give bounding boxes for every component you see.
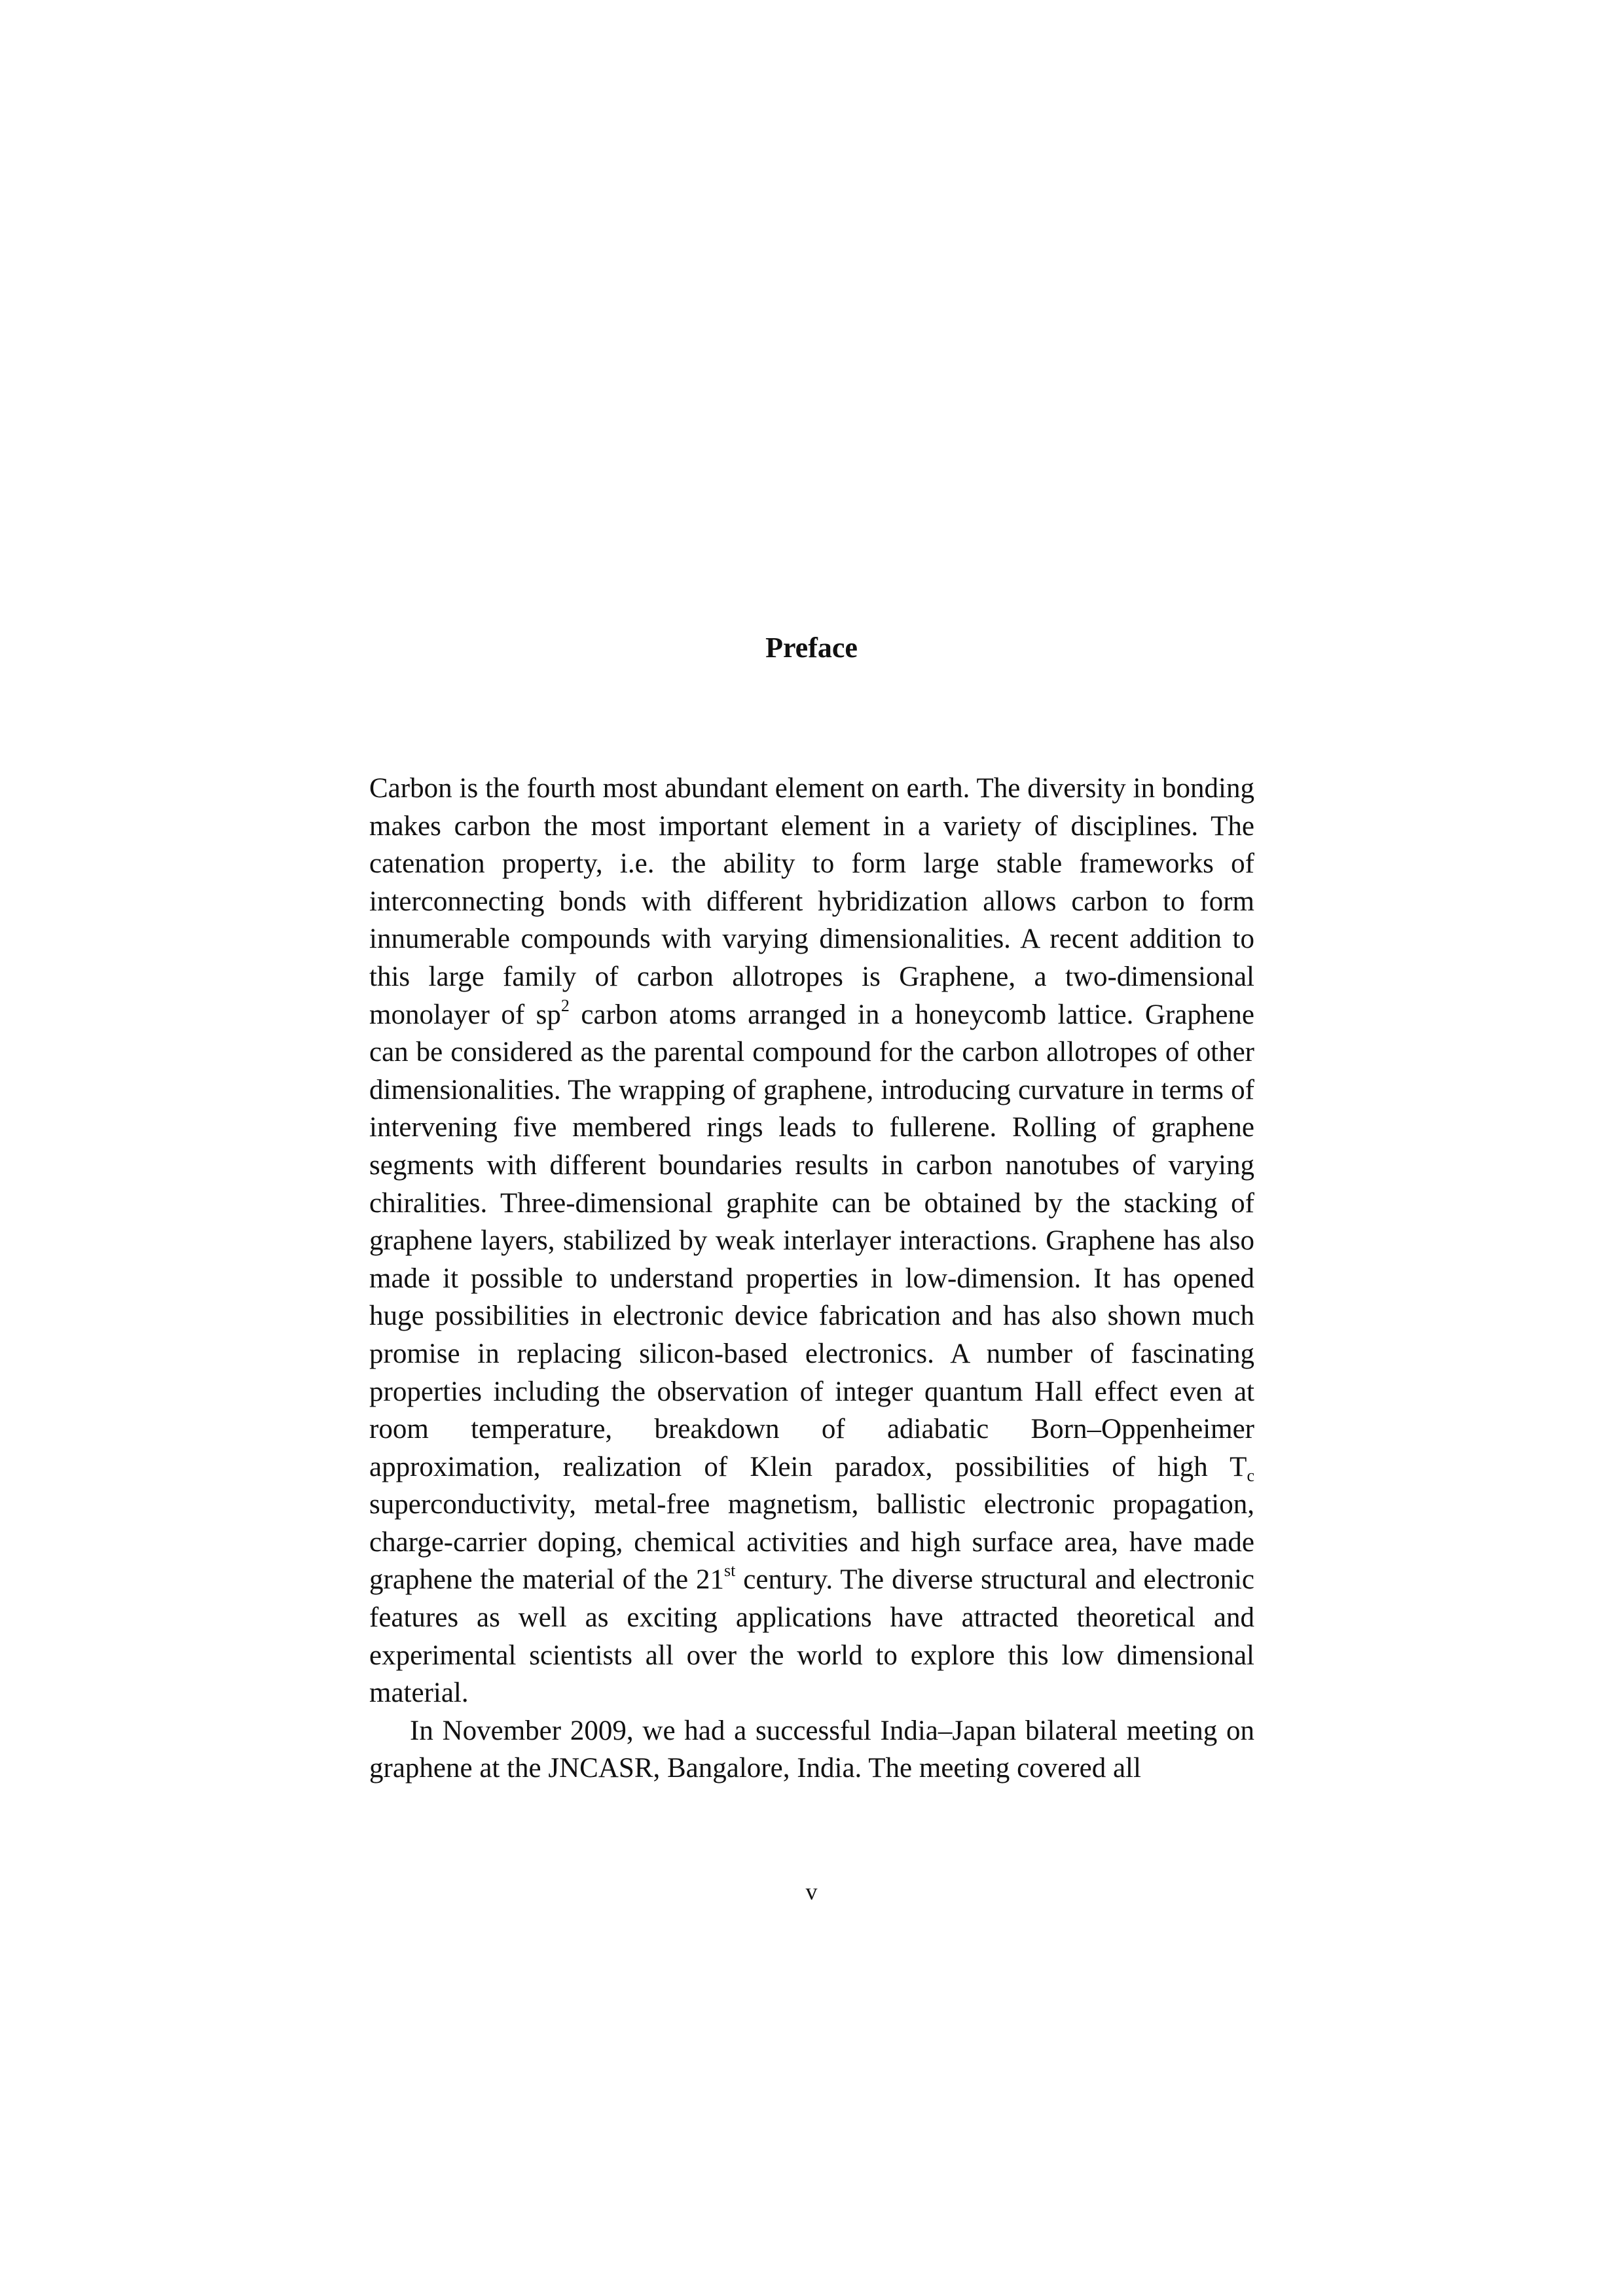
page-title: Preface [765, 632, 858, 664]
subscript-tc: c [1247, 1465, 1254, 1485]
paragraph-1-part-3: superconductivity, metal-free magnetism, ballistic electronic propagation, charge-carrier doping, chemical activities and high surface area, have made graphene the material of the 21 [369, 1489, 1254, 1596]
paragraph-1-part-1: Carbon is the fourth most abundant element on earth. The diversity in bonding makes carbon the most important element in a variety of disciplines. The catenation property, i.e. the ability to form large stable frameworks of interconnecting bonds with different hybridization allows carbon to form innumerable compounds with varying dimensionalities. A recent addition to this large family of carbon allotropes is Graphene, a two-dimensional monolayer of sp [369, 773, 1254, 1030]
paragraph-1-part-4: century. The diverse structural and electronic features as well as exciting applications have attracted theoretical and experimental scientists all over the world to explore this low dimensional material. [369, 1564, 1254, 1709]
body-text [369, 770, 1254, 1787]
paragraph-2: In November 2009, we had a successful India–Japan bilateral meeting on graphene at the JNCASR, Bangalore, India. The meeting covered all [369, 1715, 1254, 1784]
superscript-st: st [723, 1561, 736, 1581]
paragraph-1 [369, 770, 1254, 1712]
page-number: v [805, 1878, 818, 1905]
paragraph-1-part-2: carbon atoms arranged in a honeycomb lattice. Graphene can be considered as the parental compound for the carbon allotropes of other dimensionalities. The wrapping of graphene, introducing curvature in terms of intervening five membered rings leads to fullerene. Rolling of graphene segments with different boundaries results in carbon nanotubes of varying chiralities. Three-dimensional graphite can be obtained by the stacking of graphene layers, stabilized by weak interlayer interactions. Graphene has also made it possible to understand properties in low-dimension. It has opened huge possibilities in electronic device fabrication and has also shown much promise in replacing silicon-based electronics. A number of fascinating properties including the observation of integer quantum Hall effect even at room temperature, breakdown of adiabatic Born–Oppenheimer approximation, realization of Klein paradox, possibilities of high T [369, 999, 1255, 1482]
superscript-sp2: 2 [560, 996, 570, 1015]
